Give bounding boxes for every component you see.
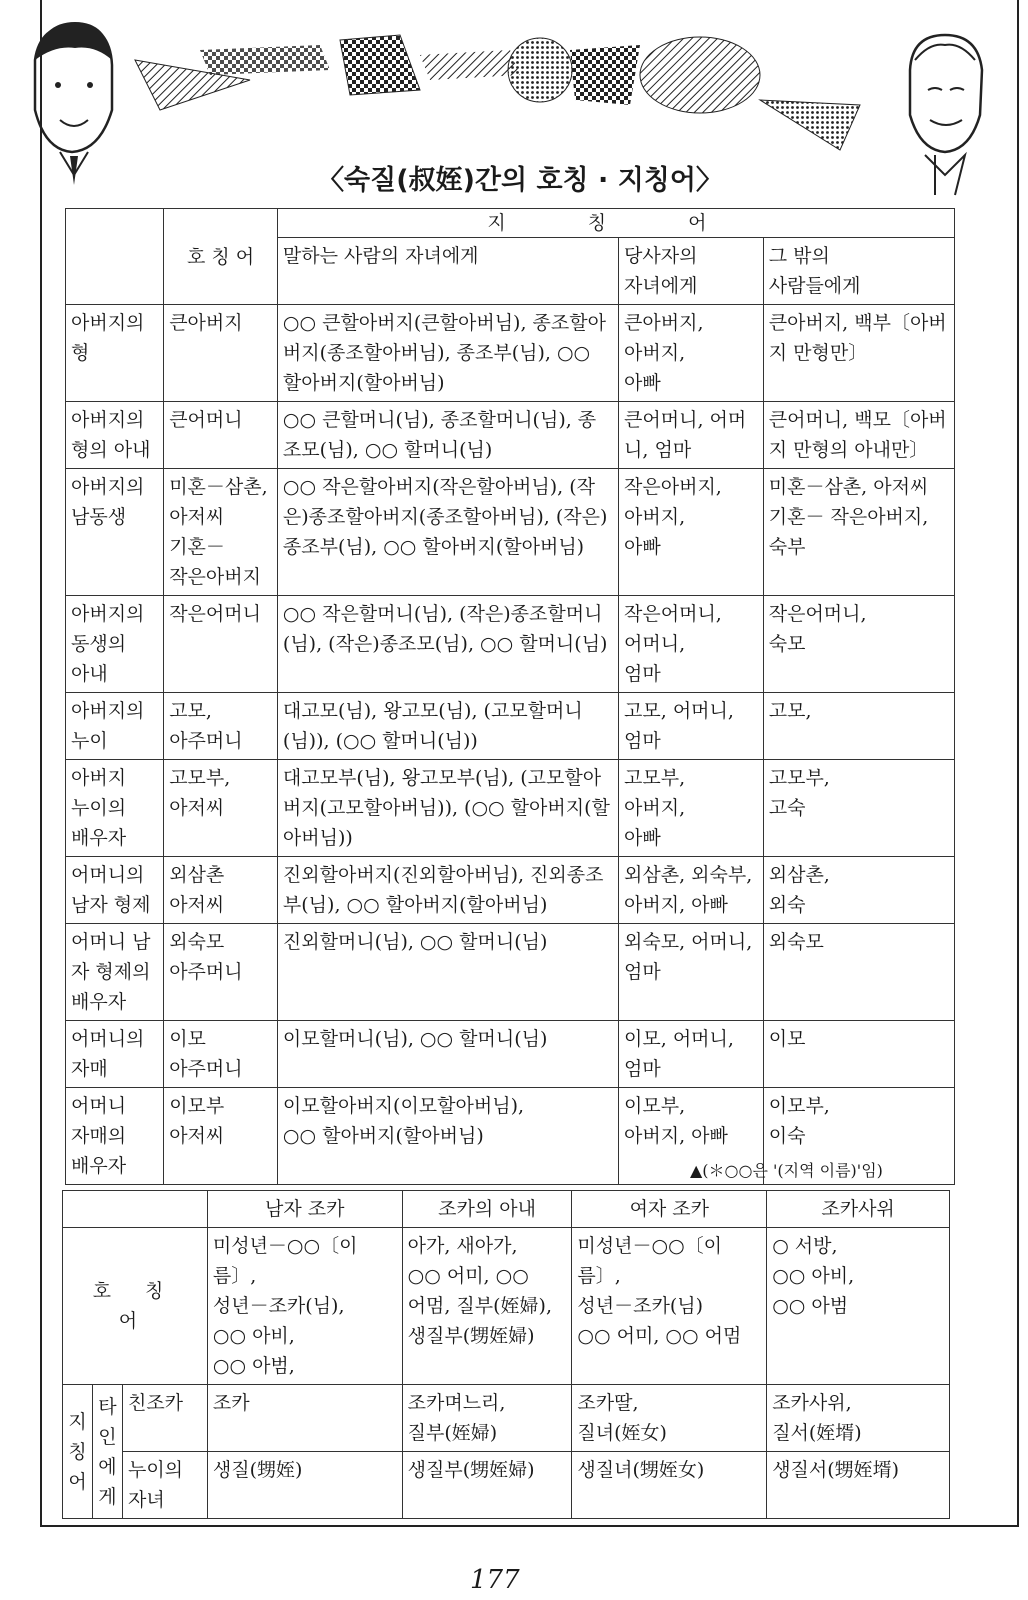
tain-char: 에 <box>98 1455 117 1478</box>
table-1-body <box>66 305 955 1185</box>
col-others-header: 그 밖의 사람들에게 <box>763 238 954 305</box>
hoching-header: 호 칭 어 <box>164 209 278 305</box>
relation-cell: 어머니 남자 형제의 배우자 <box>66 924 164 1021</box>
relation-cell: 어머니의 자매 <box>66 1021 164 1088</box>
hoching-cell: 이모 아주머니 <box>164 1021 278 1088</box>
cell-nui-1: 생질부(甥姪婦) <box>402 1452 572 1519</box>
page-number: 177 <box>470 1565 520 1595</box>
jiching-header: 지 칭 어 <box>277 209 954 238</box>
kinship-table-2 <box>62 1190 950 1519</box>
others-cell: 작은어머니, 숙모 <box>763 596 954 693</box>
others-cell: 이모부, 이숙 <box>763 1088 954 1185</box>
relation-cell: 아버지의 남동생 <box>66 469 164 596</box>
footnote: ▲(＊○○은 '(지역 이름)'임) <box>690 1161 883 1180</box>
relation-cell: 아버지 누이의 배우자 <box>66 760 164 857</box>
jiching-char: 어 <box>68 1470 87 1493</box>
relation-cell: 아버지의 형의 아내 <box>66 402 164 469</box>
others-cell: 큰어머니, 백모〔아버지 만형의 아내만〕 <box>763 402 954 469</box>
party-cell: 이모부, 아버지, 아빠 <box>619 1088 764 1185</box>
cell-chin-joka-0: 조카 <box>207 1385 402 1452</box>
hoching-cell: 큰아버지 <box>164 305 278 402</box>
relation-cell: 어머니 자매의 배우자 <box>66 1088 164 1185</box>
party-cell: 이모, 어머니, 엄마 <box>619 1021 764 1088</box>
party-cell: 고모, 어머니, 엄마 <box>619 693 764 760</box>
others-cell: 미혼－삼촌, 아저씨 기혼－ 작은아버지, 숙부 <box>763 469 954 596</box>
speaker-cell: 이모할머니(님), ○○ 할머니(님) <box>277 1021 618 1088</box>
others-cell: 큰아버지, 백부〔아버지 만형만〕 <box>763 305 954 402</box>
tain-char: 게 <box>98 1485 117 1508</box>
hoching-niece: 미성년－○○〔이름〕, 성년－조카(님) ○○ 어미, ○○ 어멈 <box>572 1228 767 1385</box>
speaker-cell: ○○ 큰할머니(님), 종조할머니(님), 종조모(님), ○○ 할머니(님) <box>277 402 618 469</box>
speaker-cell: 대고모(님), 왕고모(님), (고모할머니(님)), (○○ 할머니(님)) <box>277 693 618 760</box>
corner-cell-2 <box>63 1191 208 1228</box>
tain-vertical-label <box>92 1385 122 1519</box>
speaker-cell: 대고모부(님), 왕고모부(님), (고모할아버지(고모할아버님)), (○○ 할아버지(할아버님)) <box>277 760 618 857</box>
table-row <box>66 469 955 596</box>
table-row <box>66 402 955 469</box>
table-row <box>66 693 955 760</box>
speaker-cell: ○○ 작은할머니(님), (작은)종조할머니(님), (작은)종조모(님), ○○ 할머니(님) <box>277 596 618 693</box>
relation-cell: 아버지의 누이 <box>66 693 164 760</box>
hoching-cell: 고모, 아주머니 <box>164 693 278 760</box>
speaker-cell: 진외할머니(님), ○○ 할머니(님) <box>277 924 618 1021</box>
table-row <box>66 305 955 402</box>
party-cell: 외숙모, 어머니, 엄마 <box>619 924 764 1021</box>
cell-nui-3: 생질서(甥姪壻) <box>767 1452 950 1519</box>
hoching-nephew-wife: 아가, 새아가, ○○ 어미, ○○ 어멈, 질부(姪婦), 생질부(甥姪婦) <box>402 1228 572 1385</box>
row-label-nui-janyeo: 누이의 자녀 <box>122 1452 207 1519</box>
others-cell: 고모, <box>763 693 954 760</box>
party-cell: 작은아버지, 아버지, 아빠 <box>619 469 764 596</box>
header-niece-husband: 조카사위 <box>767 1191 950 1228</box>
relation-cell: 아버지의 동생의 아내 <box>66 596 164 693</box>
header-niece: 여자 조카 <box>572 1191 767 1228</box>
hoching-label: 호 칭 어 <box>63 1228 208 1385</box>
relation-cell: 아버지의 형 <box>66 305 164 402</box>
header-nephew: 남자 조카 <box>207 1191 402 1228</box>
page-title: 〈숙질(叔姪)간의 호칭 · 지칭어〉 <box>317 165 723 196</box>
hoching-cell: 외숙모 아주머니 <box>164 924 278 1021</box>
tain-char: 타 <box>98 1395 117 1418</box>
hoching-cell: 큰어머니 <box>164 402 278 469</box>
cell-chin-joka-2: 조카딸, 질녀(姪女) <box>572 1385 767 1452</box>
hoching-niece-husband: ○ 서방, ○○ 아비, ○○ 아범 <box>767 1228 950 1385</box>
hoching-nephew: 미성년－○○〔이름〕, 성년－조카(님), ○○ 아비, ○○ 아범, <box>207 1228 402 1385</box>
speaker-cell: 진외할아버지(진외할아버님), 진외종조부(님), ○○ 할아버지(할아버님) <box>277 857 618 924</box>
party-cell: 작은어머니, 어머니, 엄마 <box>619 596 764 693</box>
table-row <box>66 596 955 693</box>
col-party-header: 당사자의 자녀에게 <box>619 238 764 305</box>
party-cell: 고모부, 아버지, 아빠 <box>619 760 764 857</box>
jiching-char: 칭 <box>68 1440 87 1463</box>
hoching-cell: 작은어머니 <box>164 596 278 693</box>
col-speaker-header: 말하는 사람의 자녀에게 <box>277 238 618 305</box>
table-row <box>66 857 955 924</box>
others-cell: 외숙모 <box>763 924 954 1021</box>
hoching-cell: 외삼촌 아저씨 <box>164 857 278 924</box>
kinship-table-1 <box>65 208 955 1185</box>
cell-chin-joka-3: 조카사위, 질서(姪壻) <box>767 1385 950 1452</box>
party-cell: 외삼촌, 외숙부, 아버지, 아빠 <box>619 857 764 924</box>
jiching-vertical-label <box>63 1385 93 1519</box>
cell-nui-0: 생질(甥姪) <box>207 1452 402 1519</box>
header-nephew-wife: 조카의 아내 <box>402 1191 572 1228</box>
others-cell: 고모부, 고숙 <box>763 760 954 857</box>
hoching-cell: 미혼－삼촌, 아저씨 기혼－ 작은아버지 <box>164 469 278 596</box>
corner-cell <box>66 209 164 305</box>
table-row <box>66 760 955 857</box>
cell-nui-2: 생질녀(甥姪女) <box>572 1452 767 1519</box>
table-row <box>66 1021 955 1088</box>
hoching-cell: 이모부 아저씨 <box>164 1088 278 1185</box>
speaker-cell: 이모할아버지(이모할아버님), ○○ 할아버지(할아버님) <box>277 1088 618 1185</box>
hoching-cell: 고모부, 아저씨 <box>164 760 278 857</box>
party-cell: 큰아버지, 아버지, 아빠 <box>619 305 764 402</box>
others-cell: 외삼촌, 외숙 <box>763 857 954 924</box>
cell-chin-joka-1: 조카며느리, 질부(姪婦) <box>402 1385 572 1452</box>
relation-cell: 어머니의 남자 형제 <box>66 857 164 924</box>
party-cell: 큰어머니, 어머니, 엄마 <box>619 402 764 469</box>
table-row <box>66 924 955 1021</box>
jiching-char: 지 <box>68 1410 87 1433</box>
row-label-chin-joka: 친조카 <box>122 1385 207 1452</box>
speaker-cell: ○○ 작은할아버지(작은할아버님), (작은)종조할아버지(종조할아버님), (작은)종조부(님), ○○ 할아버지(할아버님) <box>277 469 618 596</box>
tain-char: 인 <box>98 1425 117 1448</box>
others-cell: 이모 <box>763 1021 954 1088</box>
speaker-cell: ○○ 큰할아버지(큰할아버님), 종조할아버지(종조할아버님), 종조부(님), ○○ 할아버지(할아버님) <box>277 305 618 402</box>
